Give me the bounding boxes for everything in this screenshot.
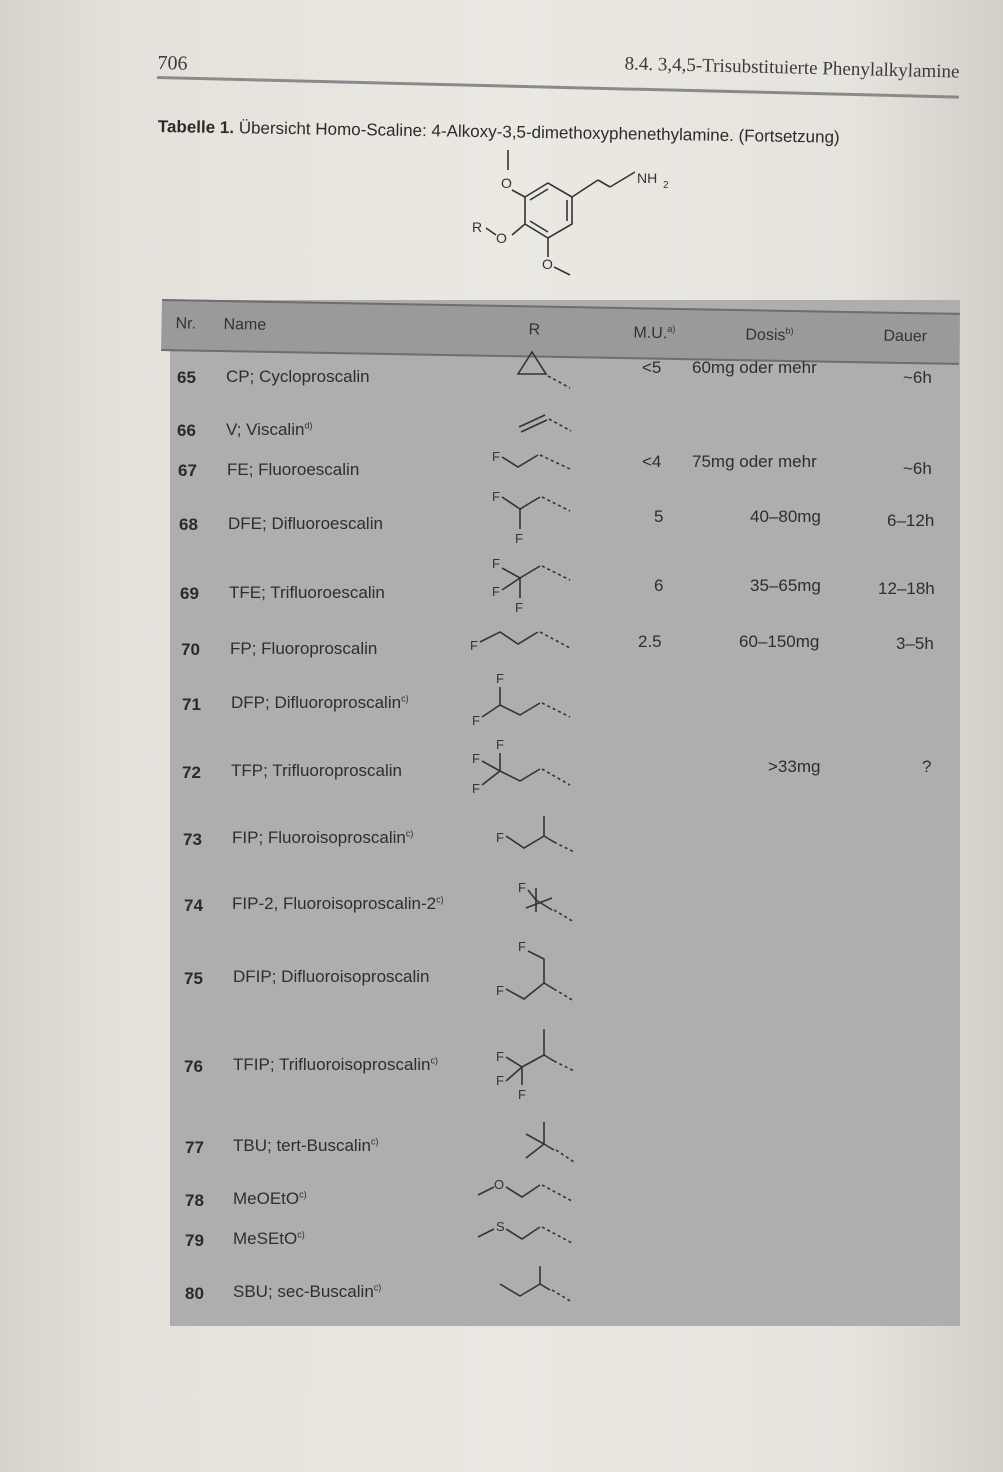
r-group-sec-butyl bbox=[494, 1264, 584, 1316]
structure-r: R bbox=[472, 219, 483, 235]
mu-value: 6 bbox=[654, 576, 664, 595]
row-number: 67 bbox=[178, 461, 197, 480]
compound-name: FIP-2, Fluoroisoproscalin-2$^{c)}$ bbox=[232, 894, 444, 913]
table-row bbox=[0, 737, 1003, 801]
row-number: 80 bbox=[185, 1284, 204, 1303]
table-row bbox=[0, 1136, 1003, 1176]
r-group-methylthioethyl bbox=[474, 1217, 584, 1253]
r-group-trifluoroisopropyl bbox=[494, 1025, 584, 1103]
generic-structure-diagram bbox=[460, 145, 690, 285]
structure-o-top: O bbox=[501, 175, 512, 191]
atom-label-f: F bbox=[492, 489, 500, 504]
table-row bbox=[0, 671, 1003, 733]
atom-label-f: F bbox=[470, 638, 478, 653]
row-number: 69 bbox=[180, 584, 199, 603]
atom-label-f: F bbox=[492, 449, 500, 464]
structure-nh2: NH bbox=[637, 170, 658, 186]
compound-name: MeOEtO$^{c)}$ bbox=[233, 1189, 307, 1208]
atom-label-f: F bbox=[496, 737, 504, 752]
row-number: 74 bbox=[184, 896, 203, 915]
r-group-fluoroethyl bbox=[490, 447, 580, 487]
duration-value: 6–12h bbox=[887, 511, 935, 530]
table-row bbox=[0, 1282, 1003, 1322]
atom-label-o: O bbox=[494, 1177, 505, 1192]
col-header-name: Name bbox=[223, 316, 267, 334]
compound-name: V; Viscalin$^{d)}$ bbox=[226, 420, 313, 439]
structure-o-bottom: O bbox=[542, 256, 553, 272]
r-group-trifluoropropyl bbox=[470, 737, 580, 803]
compound-name: TFP; Trifluoroproscalin bbox=[231, 761, 402, 780]
col-header-duration: Dauer bbox=[883, 327, 928, 346]
structure-nh2-subscript: 2 bbox=[663, 180, 669, 191]
row-number: 66 bbox=[177, 421, 196, 440]
duration-value: ~6h bbox=[903, 368, 932, 387]
r-group-methoxyethyl bbox=[474, 1177, 584, 1213]
row-number: 79 bbox=[185, 1231, 204, 1250]
dose-value: 60mg oder mehr bbox=[692, 358, 817, 377]
atom-label-f: F bbox=[496, 1049, 504, 1064]
compound-name: FIP; Fluoroisoproscalin$^{c)}$ bbox=[232, 828, 414, 847]
atom-label-f: F bbox=[496, 671, 504, 686]
compound-name: MeSEtO$^{c)}$ bbox=[233, 1229, 305, 1248]
atom-label-f: F bbox=[492, 556, 500, 571]
dose-value: 75mg oder mehr bbox=[692, 452, 817, 471]
compound-name: TBU; tert-Buscalin$^{c)}$ bbox=[233, 1136, 379, 1155]
atom-label-f: F bbox=[472, 751, 480, 766]
page-number: 706 bbox=[157, 51, 188, 75]
r-group-vinyl bbox=[515, 411, 585, 441]
atom-label-f: F bbox=[518, 939, 526, 954]
compound-name: DFIP; Difluoroisoproscalin bbox=[233, 967, 430, 986]
mu-value: <5 bbox=[642, 358, 662, 377]
row-number: 78 bbox=[185, 1191, 204, 1210]
row-number: 76 bbox=[184, 1057, 203, 1076]
table-row bbox=[0, 556, 1003, 622]
dose-value: 40–80mg bbox=[750, 507, 821, 526]
col-header-mu: M.U.$^{a)}$ bbox=[633, 323, 676, 343]
row-number: 73 bbox=[183, 830, 202, 849]
compound-name: TFIP; Trifluoroisoproscalin$^{c)}$ bbox=[233, 1055, 438, 1074]
col-header-r: R bbox=[528, 321, 541, 339]
table-row bbox=[0, 1049, 1003, 1102]
compound-name: FE; Fluoroescalin bbox=[227, 460, 360, 479]
row-number: 70 bbox=[181, 640, 200, 659]
duration-value: 12–18h bbox=[878, 579, 935, 598]
compound-name: DFP; Difluoroproscalin$^{c)}$ bbox=[231, 693, 409, 712]
r-group-difluoroisopropyl bbox=[494, 937, 584, 1009]
r-group-difluoroethyl bbox=[490, 487, 580, 549]
col-header-dose: Dosis$^{b)}$ bbox=[745, 325, 794, 345]
atom-label-f: F bbox=[496, 983, 504, 998]
row-number: 77 bbox=[185, 1138, 204, 1157]
atom-label-f: F bbox=[496, 830, 504, 845]
page-header bbox=[157, 42, 960, 112]
compound-name: DFE; Difluoroescalin bbox=[228, 514, 383, 533]
caption-text: Übersicht Homo-Scaline: 4-Alkoxy-3,5-dimethoxyphenethylamine. (Fortsetzung) bbox=[238, 118, 840, 147]
atom-label-f: F bbox=[492, 584, 500, 599]
r-group-fluoroisopropyl-2 bbox=[516, 878, 586, 934]
dose-value: 35–65mg bbox=[750, 576, 821, 595]
compound-name: SBU; sec-Buscalin$^{c)}$ bbox=[233, 1282, 382, 1301]
r-group-fluoroisopropyl bbox=[494, 812, 584, 872]
caption-label: Tabelle 1. bbox=[157, 117, 235, 138]
table-row bbox=[0, 880, 1003, 934]
r-group-tert-butyl bbox=[516, 1118, 586, 1170]
atom-label-f: F bbox=[515, 600, 523, 615]
duration-value: ? bbox=[922, 757, 932, 776]
row-number: 68 bbox=[179, 515, 198, 534]
row-number: 75 bbox=[184, 969, 203, 988]
row-number: 72 bbox=[182, 763, 201, 782]
table-row bbox=[0, 939, 1003, 1007]
table-row bbox=[0, 358, 1003, 406]
table-row bbox=[0, 828, 1003, 868]
atom-label-s: S bbox=[496, 1219, 505, 1234]
r-group-difluoropropyl bbox=[470, 671, 580, 733]
col-header-nr: Nr. bbox=[175, 315, 197, 333]
atom-label-f: F bbox=[496, 1073, 504, 1088]
mu-value: <4 bbox=[642, 452, 662, 471]
running-title: 8.4. 3,4,5-Trisubstituierte Phenylalkylamine bbox=[624, 53, 960, 83]
duration-value: ~6h bbox=[903, 459, 932, 478]
r-group-trifluoroethyl bbox=[490, 556, 580, 618]
row-number: 71 bbox=[182, 695, 201, 714]
compound-name: CP; Cycloproscalin bbox=[226, 367, 370, 386]
table-row bbox=[0, 1219, 1003, 1269]
atom-label-f: F bbox=[472, 713, 480, 728]
duration-value: 3–5h bbox=[896, 634, 934, 653]
dose-value: 60–150mg bbox=[739, 632, 820, 651]
r-group-cyclopropyl bbox=[512, 346, 582, 396]
row-number: 65 bbox=[177, 368, 196, 387]
mu-value: 5 bbox=[654, 507, 664, 526]
compound-name: TFE; Trifluoroescalin bbox=[229, 583, 385, 602]
table-row bbox=[0, 489, 1003, 553]
compound-name: FP; Fluoroproscalin bbox=[230, 639, 378, 658]
atom-label-f: F bbox=[515, 531, 523, 546]
structure-o-r: O bbox=[496, 230, 507, 246]
mu-value: 2.5 bbox=[638, 632, 662, 651]
dose-value: >33mg bbox=[768, 757, 821, 776]
atom-label-f: F bbox=[518, 880, 526, 895]
atom-label-f: F bbox=[518, 1087, 526, 1102]
atom-label-f: F bbox=[472, 781, 480, 796]
r-group-fluoropropyl bbox=[468, 626, 578, 666]
